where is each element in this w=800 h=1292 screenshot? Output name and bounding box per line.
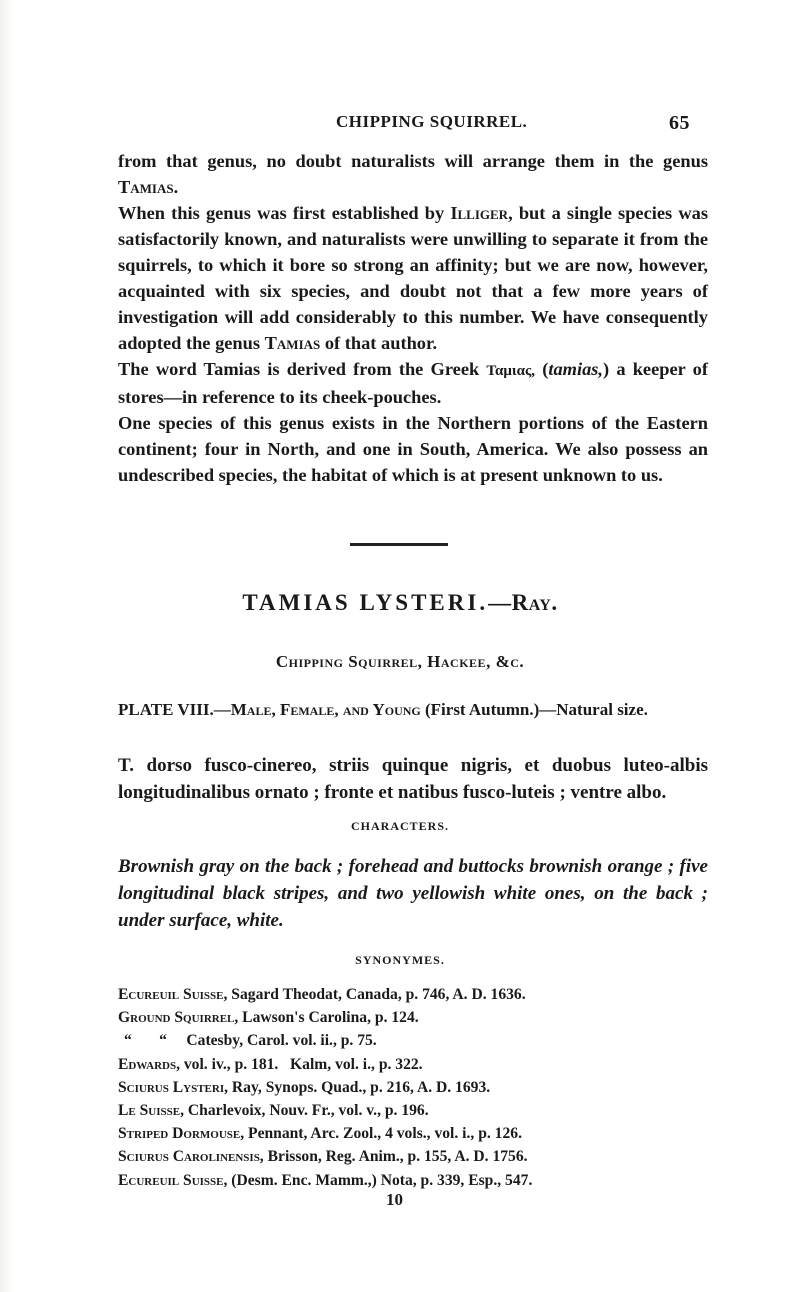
synonym-name: Sciurus Lysteri,	[118, 1078, 229, 1096]
characters-text: Brownish gray on the back ; forehead and buttocks brownish orange ; five longitudinal black stripes, and two yellowish white ones, on the back ; under surface, white.	[118, 856, 708, 931]
section-rule	[350, 543, 448, 546]
synonym-ref: Charlevoix, Nouv. Fr., vol. v., p. 196.	[184, 1102, 429, 1120]
synonym-name: Sciurus Carolinensis,	[118, 1148, 264, 1166]
synonym-entry	[118, 1053, 718, 1076]
paragraph-1	[118, 148, 708, 200]
paragraph-3-paren-open: (	[535, 359, 549, 379]
synonym-entry	[118, 1076, 718, 1099]
synonym-ref: Catesby, Carol. vol. ii., p. 75.	[166, 1032, 377, 1050]
species-authority: —Ray.	[488, 590, 558, 615]
synonym-ditto: “ “	[124, 1032, 167, 1050]
synonym-entry	[118, 1006, 718, 1029]
synonym-ref: Brisson, Reg. Anim., p. 155, A. D. 1756.	[263, 1148, 528, 1166]
synonym-name: Le Suisse,	[118, 1102, 185, 1120]
paragraph-4: One species of this genus exists in the Northern portions of the Eastern continent; four in North, and one in South, America. We also possess an undescribed species, the habitat of which is at present unknown to us.	[118, 413, 708, 485]
synonym-name: Striped Dormouse,	[118, 1125, 245, 1143]
synonym-name: Ecureuil Suisse,	[118, 1171, 228, 1189]
body-text	[118, 148, 708, 488]
synonym-entry	[118, 1122, 718, 1145]
page-gutter-shadow	[0, 0, 14, 1292]
synonym-ref: vol. iv., p. 181. Kalm, vol. i., p. 322.	[179, 1055, 423, 1073]
plate-label: PLATE VIII.	[118, 700, 214, 719]
signature-mark: 10	[386, 1190, 403, 1209]
paragraph-2-text-a: When this genus was first established by	[118, 203, 451, 223]
synonymes-list	[118, 983, 718, 1192]
page-number: 65	[669, 112, 690, 134]
running-head-title: CHIPPING SQUIRREL.	[336, 112, 528, 131]
author-illiger: Illiger	[450, 203, 509, 223]
synonym-entry	[118, 1099, 718, 1122]
synonym-name: Ecureuil Suisse,	[118, 986, 228, 1003]
species-heading	[0, 590, 800, 616]
plate-subjects: —Male, Female, and Young	[213, 700, 421, 719]
synonym-name: Edwards,	[118, 1055, 180, 1073]
synonym-ref: Sagard Theodat, Canada, p. 746, A. D. 1636.	[227, 986, 526, 1003]
synonym-entry	[118, 1145, 718, 1168]
species-name: TAMIAS LYSTERI.	[242, 590, 489, 615]
paragraph-2	[118, 200, 708, 356]
synonym-entry	[118, 1029, 718, 1052]
plate-rest: (First Autumn.)—Natural size.	[420, 700, 648, 719]
plate-caption	[118, 700, 718, 720]
paragraph-3	[118, 356, 708, 410]
common-names: Chipping Squirrel, Hackee, &c.	[275, 652, 525, 671]
synonym-ref: Ray, Synops. Quad., p. 216, A. D. 1693.	[228, 1078, 491, 1096]
paragraph-1-text: from that genus, no doubt naturalists will arrange them in the genus	[118, 151, 708, 171]
genus-name: Tamias.	[118, 177, 179, 197]
synonym-name: Ground Squirrel,	[118, 1009, 239, 1027]
paragraph-3-text-a: The word Tamias is derived from the Greek	[118, 359, 487, 379]
genus-tamias: Tamias	[264, 333, 321, 353]
characters-heading: CHARACTERS.	[350, 819, 449, 833]
latin-diagnosis: T. dorso fusco-cinereo, striis quinque nigris, et duobus luteo-albis longitudinalibus ornato ; fronte et natibus fusco-luteis ; ventre albo.	[118, 755, 708, 803]
synonym-entry	[118, 1169, 718, 1192]
synonym-ref: Lawson's Carolina, p. 124.	[238, 1009, 419, 1027]
paragraph-3-text-c: ) a keeper of stores—in reference to its cheek-pouches.	[118, 359, 708, 407]
synonym-ref: Pennant, Arc. Zool., 4 vols., vol. i., p. 126.	[244, 1125, 522, 1143]
paragraph-2-text-b: , but a single species was satisfactorily known, and naturalists were unwilling to separate it from the squirrels, to which it bore so strong an affinity; but we are now, however, acquainted with six species, and doubt not that a few more years of investigation will add considerably to this number. We have consequently adopted the genus	[118, 203, 708, 353]
paragraph-2-text-c: of that author.	[320, 333, 438, 353]
synonym-ref: (Desm. Enc. Mamm.,) Nota, p. 339, Esp., 547.	[227, 1171, 533, 1189]
tamias-italic: tamias,	[548, 359, 604, 379]
synonymes-heading: SYNONYMES.	[355, 953, 445, 967]
synonym-entry	[118, 983, 718, 1006]
greek-word: Ταμιας,	[486, 363, 536, 379]
